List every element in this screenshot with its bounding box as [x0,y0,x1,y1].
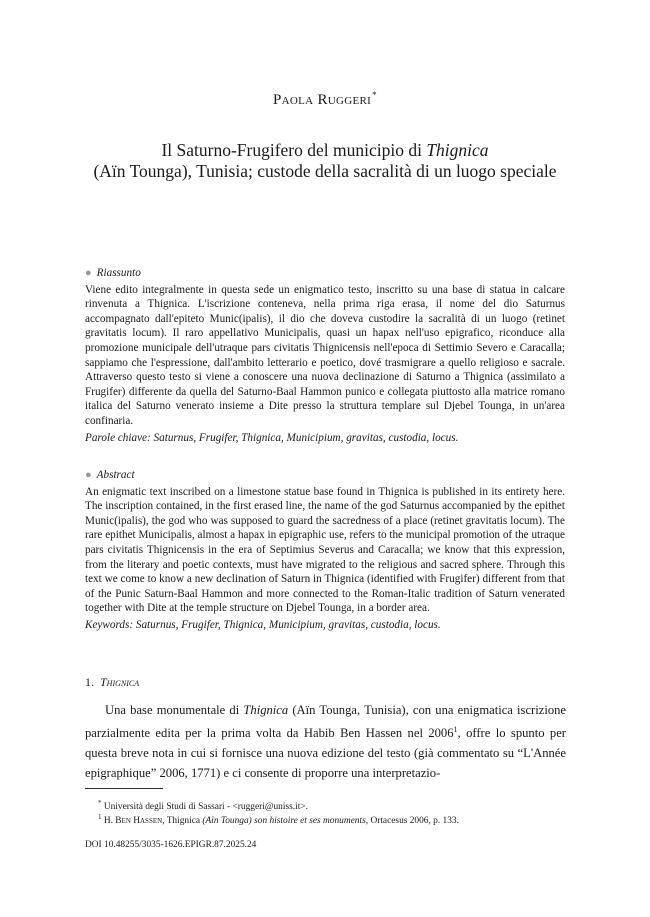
riassunto-body: Viene edito integralmente in questa sede un enigmatico testo, inscritto su una base di statua in calcare rinvenuta a Thignica. L'iscrizione conteneva, nella prima riga erasa, il nome del dio Saturnus accompagnato dall'epiteto Munic(ipalis), il dio che doveva custodire la sacralità di un luogo (retinet gravitatis locum). Il raro appellativo Municipalis, quasi un hapax nell'uso epigrafico, riconduce alla promozione municipale dell'utraque pars civitatis Thignicensis nell'epoca di Settimio Severo e Caracalla; sappiamo che l'espressione, dall'ambito letterario e poetico, dové trasmigrare a quello religioso e sacrale. Attraverso questo testo si viene a conoscere una nuova declinazione di Saturno a Thignica (assimilato a Frugifer) differente da quella del Saturno-Baal Hammon punico e collegata piuttosto alla matrice romano italica del Saturno venerato insieme a Dite presso la struttura templare sul Djebel Tounga, in un'area confinaria. [85,283,565,427]
article-title: Il Saturno-Frugifero del municipio di Thignica (Aïn Tounga), Tunisia; custode della sacralità di un luogo speciale [93,140,557,181]
riassunto-keywords: Parole chiave: Saturnus, Frugifer, Thignica, Municipium, gravitas, custodia, locus. [85,431,459,444]
footnote-divider [85,788,163,789]
section-heading: 1. Thignica [85,675,140,689]
doi-identifier: DOI 10.48255/3035-1626.EPIGR.87.2025.24 [85,840,257,850]
abstract-body: An enigmatic text inscribed on a limestone statue base found in Thignica is published in its entirety here. The inscription contained, in the first erased line, the name of the god Saturnus accompanied by the epithet Munic(ipalis), the god who was supposed to guard the sacredness of a place (retinet gravitatis locum). The rare epithet Municipalis, almost a hapax in epigraphic use, refers to the municipal promotion of the utraque pars civitatis Thignicensis in the era of Septimius Severus and Caracalla; we know that this expression, from the literary and poetic contexts, must have migrated to the religious and sacred sphere. Through this text we come to know a new declination of Saturn in Thignica (identified with Frugifer) different from that of the Punic Saturn-Baal Hammon and more connected to the Roman-Italic tradition of Saturn venerated together with Dite at the temple structure on Djebel Tounga, in a border area. [85,485,565,615]
abstract-section [85,468,565,633]
author-name: Paola Ruggeri* [273,90,377,108]
riassunto-heading: ● Riassunto [85,267,141,279]
riassunto-section [85,266,565,445]
abstract-heading: ● Abstract [85,469,135,481]
abstract-keywords: Keywords: Saturnus, Frugifer, Thignica, Municipium, gravitas, custodia, locus. [85,618,441,631]
footnote-1: $^1$ H. Ben Hassen, Thignica (Aïn Tounga) son histoire et ses monuments, Ortacesus 2006, p. 133. [98,813,459,827]
bullet-icon: ● [85,469,92,481]
footnote-author: * Università degli Studi di Sassari - <ruggeri@uniss.it>. [98,799,308,813]
body-paragraph: Una base monumentale di Thignica (Aïn Tounga, Tunisia), con una enigmatica iscrizione parzialmente edita per la prima volta da Habib Ben Hassen nel 2006$^1$, offre lo spunto per questa breve nota in cui si fornisce una nuova edizione del testo (già commentato su “L'Année epigraphique” 2006, 1771) e ci consente di proporre una interpretazio- [85,703,567,781]
bullet-icon: ● [85,267,92,279]
footnote-ref[interactable]: 1 [453,725,458,734]
